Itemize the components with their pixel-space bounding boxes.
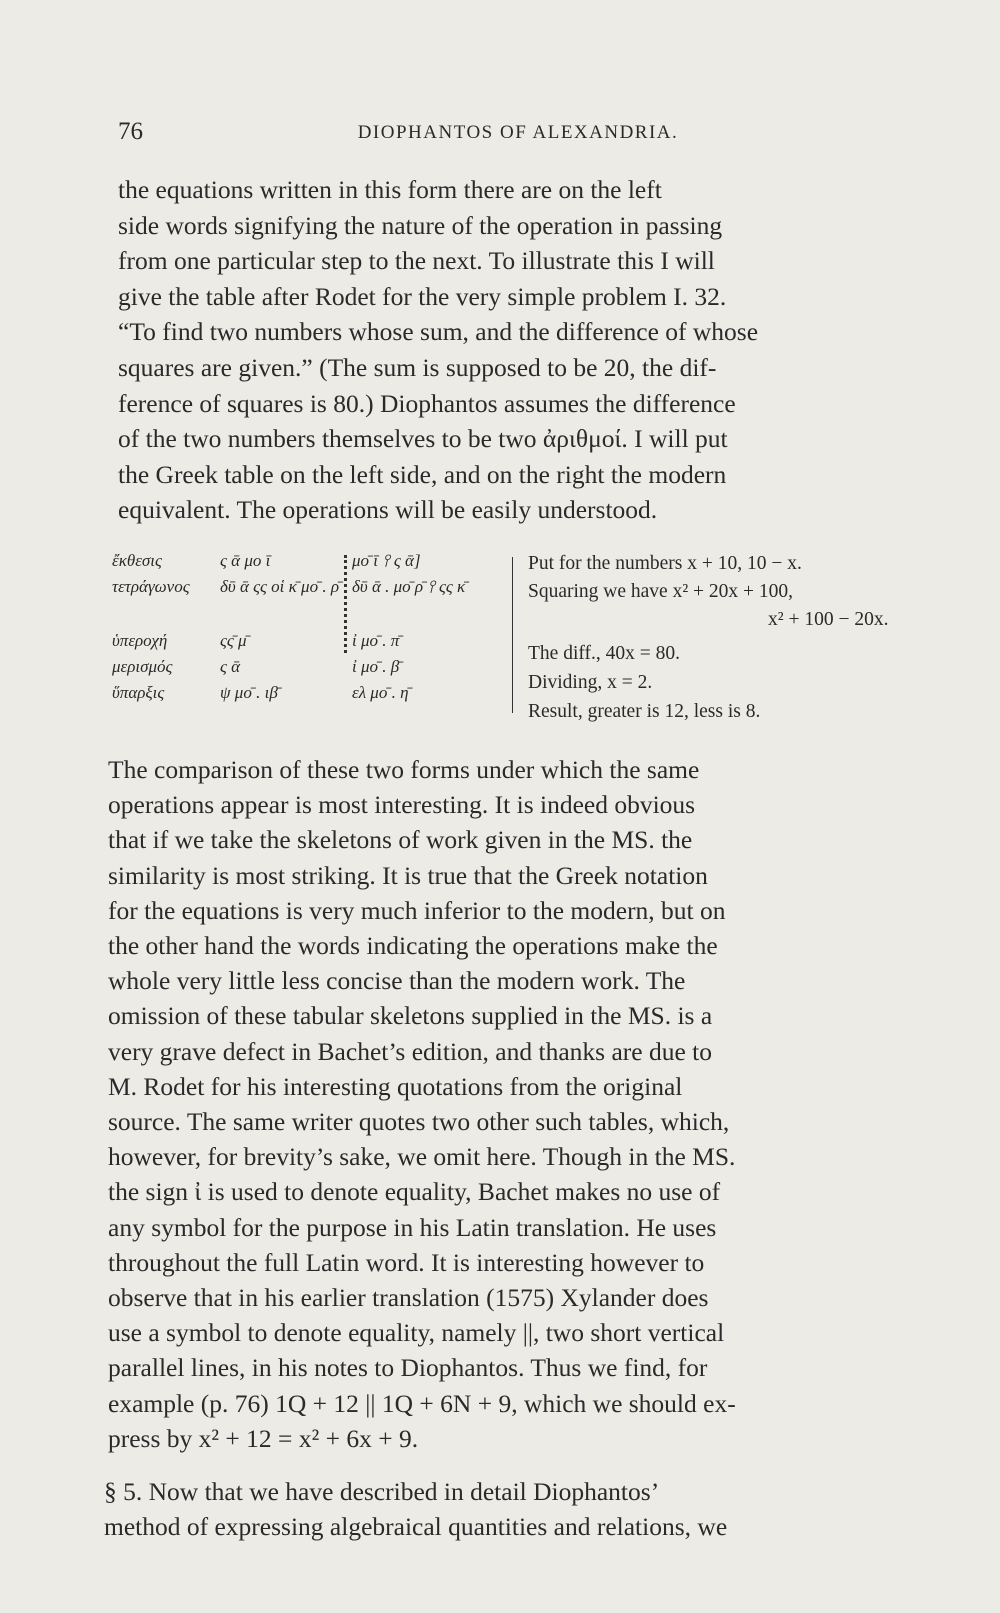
text-line: “To find two numbers whose sum, and the difference of whose xyxy=(118,317,759,347)
text-line: operations appear is most interesting. It is indeed obvious xyxy=(108,790,696,820)
greek-right-expr: ελ μο̄ . η̄ xyxy=(352,683,409,702)
text-line: however, for brevity’s sake, we omit here. Though in the MS. xyxy=(108,1142,736,1172)
greek-right-expr: ἰ μο̄ . β̄ xyxy=(352,657,400,676)
modern-row: The diff., 40x = 80. xyxy=(528,643,680,664)
page-header xyxy=(118,118,918,152)
paragraph-comparison xyxy=(108,752,912,1456)
greek-row xyxy=(112,657,507,681)
text-line: observe that in his earlier translation (1575) Xylander does xyxy=(108,1283,709,1313)
text-line: for the equations is very much inferior to the modern, but on xyxy=(108,895,726,925)
greek-label: μερισμός xyxy=(112,657,173,676)
running-title: DIOPHANTOS OF ALEXANDRIA. xyxy=(357,122,679,143)
text-line: of the two numbers themselves to be two ἀριθμοί. I will put xyxy=(118,424,728,454)
text-line: method of expressing algebraical quantities and relations, we xyxy=(104,1512,728,1542)
table-divider-line xyxy=(512,557,513,713)
text-line: whole very little less concise than the modern work. The xyxy=(108,966,686,996)
text-line: very grave defect in Bachet’s edition, and thanks are due to xyxy=(108,1036,712,1066)
text-line: equivalent. The operations will be easily understood. xyxy=(118,495,658,525)
text-line: ference of squares is 80.) Diophantos assumes the difference xyxy=(118,388,736,418)
modern-row: Dividing, x = 2. xyxy=(528,672,653,693)
text-line: § 5. Now that we have described in detail Diophantos’ xyxy=(104,1477,660,1506)
paragraph-section-5 xyxy=(104,1474,904,1544)
greek-right-expr: μο̄ ῑ ⫯ ς ᾱ] xyxy=(352,551,421,570)
text-line: the sign ἰ is used to denote equality, Bachet makes no use of xyxy=(108,1177,721,1207)
text-line: give the table after Rodet for the very simple problem I. 32. xyxy=(118,281,727,311)
greek-right-expr: ἰ μο̄ . π̄ xyxy=(352,631,400,650)
comparison-table xyxy=(112,551,922,726)
text-line: throughout the full Latin word. It is interesting however to xyxy=(108,1247,705,1277)
text-line: squares are given.” (The sum is supposed to be 20, the dif- xyxy=(118,352,717,382)
greek-left-expr: ς ᾱ xyxy=(220,657,241,676)
text-line: that if we take the skeletons of work given in the MS. the xyxy=(108,825,693,855)
greek-right-expr: δῡ ᾱ . μο̄ ρ̄ ⫯ ςς κ̄ xyxy=(352,577,466,596)
modern-row: x² + 100 − 20x. xyxy=(768,609,889,630)
text-line: parallel lines, in his notes to Diophantos. Thus we find, for xyxy=(108,1353,708,1383)
paragraph-intro xyxy=(118,172,920,528)
greek-row xyxy=(112,683,507,707)
text-line: omission of these tabular skeletons supplied in the MS. is a xyxy=(108,1001,713,1031)
greek-row xyxy=(112,551,507,575)
text-line: side words signifying the nature of the operation in passing xyxy=(118,210,723,240)
greek-left-expr: ςς̄ μ̄ xyxy=(220,631,247,650)
modern-row: Squaring we have x² + 20x + 100, xyxy=(528,581,794,602)
text-line: example (p. 76) 1Q + 12 || 1Q + 6N + 9, which we should ex- xyxy=(108,1388,736,1418)
text-line: press by x² + 12 = x² + 6x + 9. xyxy=(108,1423,419,1453)
greek-label: τετράγωνος xyxy=(112,577,190,596)
page-number: 76 xyxy=(118,118,143,145)
text-line: The comparison of these two forms under which the same xyxy=(108,755,700,784)
text-line: M. Rodet for his interesting quotations from the original xyxy=(108,1071,683,1101)
greek-row xyxy=(112,577,507,601)
text-line: the Greek table on the left side, and on the right the modern xyxy=(118,459,727,489)
text-line: similarity is most striking. It is true that the Greek notation xyxy=(108,860,708,890)
modern-row: Put for the numbers x + 10, 10 − x. xyxy=(528,553,802,574)
greek-left-expr: δῡ ᾱ ςς οἱ κ̄ μο̄ . ρ̄ xyxy=(220,577,339,596)
dotted-divider xyxy=(344,555,351,653)
greek-label: ὕπαρξις xyxy=(112,683,165,702)
text-line: from one particular step to the next. To illustrate this I will xyxy=(118,246,715,276)
greek-row xyxy=(112,631,507,655)
greek-left-expr: ς ᾱ μο ῑ xyxy=(220,551,271,570)
greek-left-expr: ψ μο̄ . ιβ̄ xyxy=(220,683,278,702)
modern-row: Result, greater is 12, less is 8. xyxy=(528,701,761,722)
text-line: the other hand the words indicating the operations make the xyxy=(108,931,718,961)
text-line: use a symbol to denote equality, namely ||, two short vertical xyxy=(108,1318,725,1348)
text-line: the equations written in this form there are on the left xyxy=(118,175,662,204)
text-line: source. The same writer quotes two other such tables, which, xyxy=(108,1107,730,1137)
greek-label: ὑπεροχή xyxy=(112,631,168,650)
text-line: any symbol for the purpose in his Latin translation. He uses xyxy=(108,1212,717,1242)
greek-label: ἔκθεσις xyxy=(112,551,162,570)
